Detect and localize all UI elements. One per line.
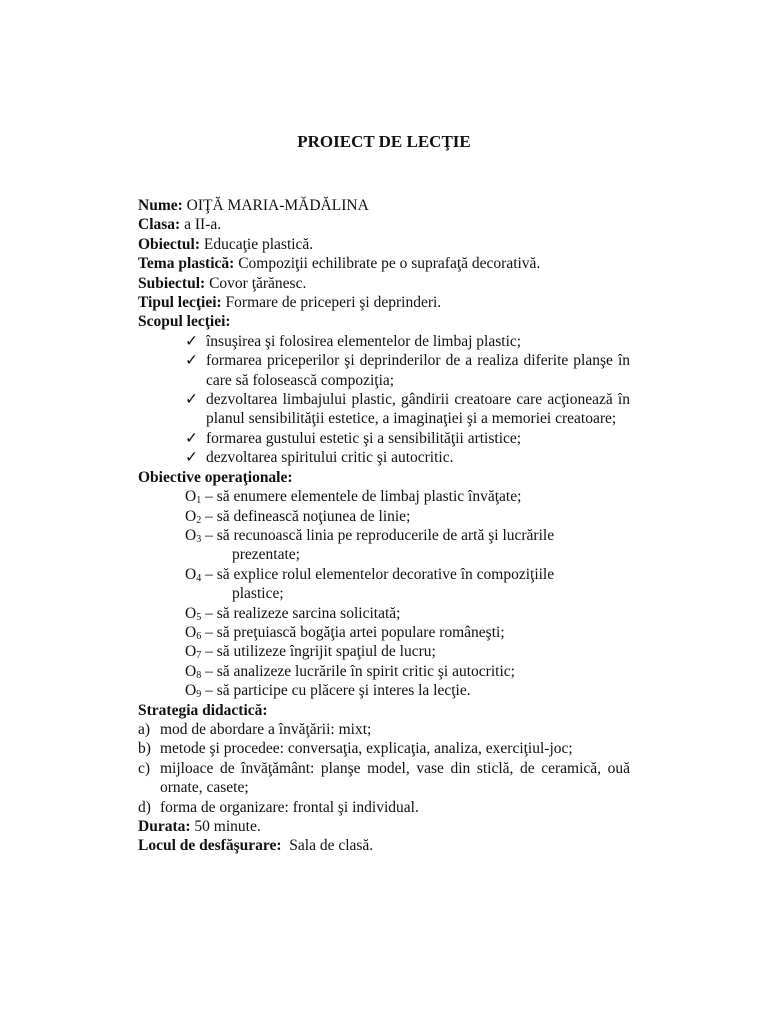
field-label: Clasa: <box>138 216 181 234</box>
field-value: Compoziţii echilibrate pe o suprafaţă decorativă. <box>238 255 541 273</box>
field-locul <box>138 836 630 855</box>
strategy-item <box>138 759 630 798</box>
field-value: a II-a. <box>184 216 222 234</box>
strategy-item <box>138 798 630 817</box>
objective-text: – să recunoască linia pe reproducerile de artă şi lucrările <box>205 526 555 544</box>
objective-item <box>138 526 630 565</box>
field-obiectul <box>138 235 630 254</box>
objective-continuation: plastice; <box>232 585 284 603</box>
document-title: PROIECT DE LECŢIE <box>297 132 471 151</box>
objective-code: O <box>185 507 197 525</box>
objective-code: O <box>185 623 197 641</box>
strategy-letter: a) <box>138 720 151 738</box>
field-value: 50 minute. <box>194 818 261 835</box>
strategy-text: mijloace de învăţământ: planşe model, vase din sticlă, de ceramică, ouă ornate, casete; <box>160 759 630 797</box>
field-label: Obiectul: <box>138 235 200 253</box>
field-label: Nume: <box>138 197 183 214</box>
field-tema <box>138 254 630 273</box>
objective-number: 6 <box>196 630 202 642</box>
scope-item-text: formarea priceperilor şi deprinderilor de a realiza diferite planşe în care să folosească compoziţia; <box>206 352 630 389</box>
field-clasa <box>138 215 630 234</box>
scope-item <box>138 351 630 390</box>
field-subiectul <box>138 274 630 293</box>
objective-text: – să analizeze lucrările în spirit critic şi autocritic; <box>205 662 515 680</box>
objective-code: O <box>185 488 197 506</box>
objective-number: 3 <box>196 533 202 545</box>
objective-item <box>138 623 630 642</box>
strategy-letter: b) <box>138 740 151 758</box>
scope-item <box>138 429 630 448</box>
scope-item-text: însuşirea şi folosirea elementelor de limbaj plastic; <box>206 332 522 350</box>
objective-item <box>138 604 630 623</box>
objective-code: O <box>185 604 197 622</box>
field-value: Educaţie plastică. <box>203 235 314 253</box>
objective-code: O <box>185 662 197 680</box>
scope-item <box>138 332 630 351</box>
scope-heading <box>138 312 630 331</box>
strategy-text: mod de abordare a învăţării: mixt; <box>160 720 372 738</box>
objective-code: O <box>185 526 197 544</box>
objective-code: O <box>185 565 197 583</box>
objective-number: 4 <box>196 572 202 584</box>
objective-number: 8 <box>196 669 202 681</box>
section-heading: Strategia didactică: <box>138 701 268 719</box>
objective-continuation: prezentate; <box>232 546 300 564</box>
objective-number: 7 <box>196 650 202 662</box>
objective-number: 1 <box>196 495 202 507</box>
checkmark-icon: ✓ <box>185 391 198 409</box>
field-label: Durata: <box>138 818 191 835</box>
scope-item-text: dezvoltarea spiritului critic şi autocritic. <box>206 449 454 467</box>
checkmark-icon: ✓ <box>185 429 198 447</box>
checkmark-icon: ✓ <box>185 352 198 370</box>
scope-item-text: formarea gustului estetic şi a sensibilităţii artistice; <box>206 429 522 447</box>
lesson-plan-body <box>138 196 630 856</box>
scope-item-text: dezvoltarea limbajului plastic, gândirii creatoare care acţionează în planul sensibilităţii estetice, a imaginaţiei şi a memoriei creatoare; <box>206 391 630 428</box>
strategy-heading <box>138 701 630 720</box>
section-heading: Scopul lecţiei: <box>138 313 231 331</box>
objective-number: 2 <box>196 514 202 526</box>
objective-item <box>138 662 630 681</box>
strategy-item <box>138 739 630 758</box>
field-value: Covor ţărănesc. <box>209 274 307 292</box>
checkmark-icon: ✓ <box>185 332 198 350</box>
objective-code: O <box>185 643 197 661</box>
field-value: Sala de clasă. <box>289 837 374 855</box>
objective-text: – să participe cu plăcere şi interes la lecţie. <box>205 682 471 700</box>
checkmark-icon: ✓ <box>185 449 198 467</box>
strategy-text: metode şi procedee: conversaţia, explicaţia, analiza, exerciţiul-joc; <box>160 740 573 758</box>
objective-text: – să utilizeze îngrijit spaţiul de lucru; <box>205 643 436 661</box>
objective-item <box>138 642 630 661</box>
field-value: OIŢĂ MARIA-MĂDĂLINA <box>186 197 369 214</box>
section-heading: Obiective operaţionale: <box>138 468 293 486</box>
objective-text: – să realizeze sarcina solicitată; <box>205 604 401 622</box>
strategy-text: forma de organizare: frontal şi individual. <box>160 798 419 816</box>
objectives-heading <box>138 468 630 487</box>
scope-item <box>138 448 630 467</box>
strategy-letter: c) <box>138 759 151 777</box>
objective-item <box>138 681 630 700</box>
objective-code: O <box>185 682 197 700</box>
field-tipul <box>138 293 630 312</box>
field-label: Tipul lecţiei: <box>138 294 222 312</box>
field-value: Formare de priceperi şi deprinderi. <box>225 294 442 312</box>
field-durata <box>138 817 630 836</box>
objective-item <box>138 487 630 506</box>
strategy-letter: d) <box>138 798 151 816</box>
objective-text: – să definească noţiunea de linie; <box>205 507 411 525</box>
objective-number: 5 <box>196 611 202 623</box>
objective-item <box>138 565 630 604</box>
objective-number: 9 <box>196 689 202 701</box>
objective-text: – să explice rolul elementelor decorative în compoziţiile <box>205 565 555 583</box>
objective-item <box>138 507 630 526</box>
field-label: Locul de desfăşurare: <box>138 837 282 855</box>
field-label: Tema plastică: <box>138 255 235 273</box>
scope-item <box>138 390 630 429</box>
strategy-item <box>138 720 630 739</box>
field-label: Subiectul: <box>138 274 206 292</box>
field-nume <box>138 196 630 215</box>
objective-text: – să preţuiască bogăţia artei populare româneşti; <box>205 623 505 641</box>
objective-text: – să enumere elementele de limbaj plastic învăţate; <box>205 488 522 506</box>
